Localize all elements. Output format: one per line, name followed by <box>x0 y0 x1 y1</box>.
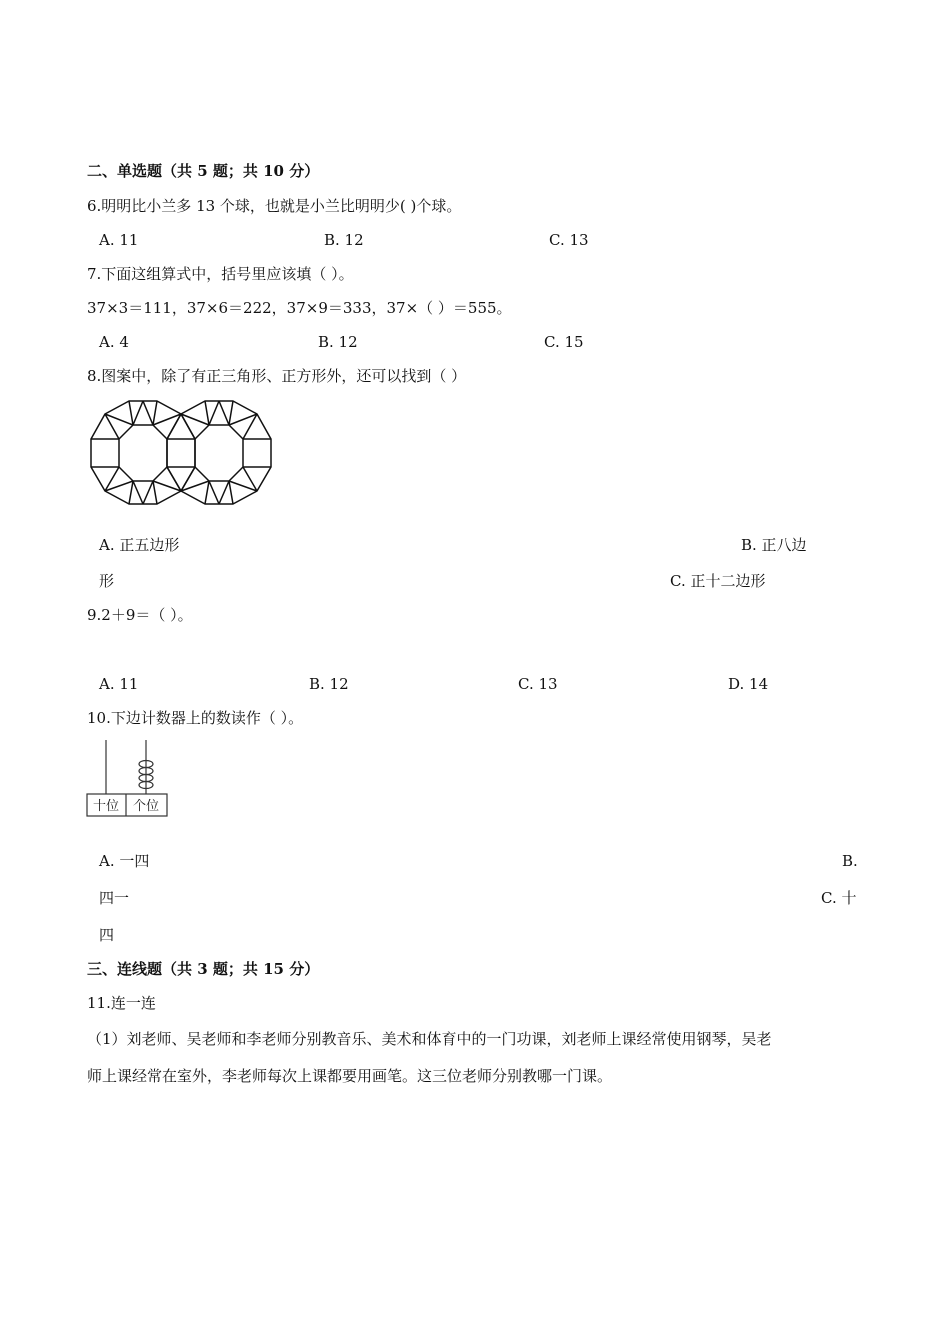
q10-option-b-wrap: 四一 <box>99 889 130 907</box>
question-6-text: 6.明明比小兰多 13 个球，也就是小兰比明明少( )个球。 <box>87 197 462 215</box>
question-7-text: 7.下面这组算式中，括号里应该填（ ）。 <box>87 265 354 283</box>
question-9-text: 9.2＋9＝（ ）。 <box>87 606 193 624</box>
question-11-title: 11.连一连 <box>87 994 156 1012</box>
question-8-text: 8.图案中，除了有正三角形、正方形外，还可以找到（ ） <box>87 367 467 385</box>
section-heading-3: 三、连线题（共 3 题；共 15 分） <box>87 960 320 978</box>
q9-option-d[interactable]: D. 14 <box>728 675 769 693</box>
q9-option-a[interactable]: A. 11 <box>99 675 139 693</box>
q7-option-b[interactable]: B. 12 <box>318 333 358 351</box>
q10-option-c-wrap: 四 <box>99 926 115 944</box>
q8-option-b-wrap: 形 <box>99 572 115 590</box>
ones-label: 个位 <box>132 799 160 814</box>
question-11-line2: 师上课经常在室外，李老师每次上课都要用画笔。这三位老师分别教哪一门课。 <box>87 1067 613 1085</box>
q9-option-b[interactable]: B. 12 <box>309 675 349 693</box>
q8-option-b[interactable]: B. 正八边 <box>741 536 807 554</box>
q6-option-b[interactable]: B. 12 <box>324 231 364 249</box>
q10-option-b[interactable]: B. <box>842 852 858 870</box>
section-heading: 二、单选题（共 5 题；共 10 分） <box>87 162 320 180</box>
q8-option-c[interactable]: C. 正十二边形 <box>670 572 766 590</box>
abacus-figure <box>86 738 168 818</box>
q8-option-a[interactable]: A. 正五边形 <box>99 536 180 554</box>
q10-option-a[interactable]: A. 一四 <box>99 852 150 870</box>
q6-option-c[interactable]: C. 13 <box>549 231 589 249</box>
question-11-line1: （1）刘老师、吴老师和李老师分别教音乐、美术和体育中的一门功课，刘老师上课经常使用钢琴，吴老 <box>87 1030 772 1048</box>
q10-option-c[interactable]: C. 十 <box>821 889 857 907</box>
tiling-pattern-figure <box>89 399 273 505</box>
q6-option-a[interactable]: A. 11 <box>99 231 139 249</box>
question-10-text: 10.下边计数器上的数读作（ ）。 <box>87 709 304 727</box>
q7-option-c[interactable]: C. 15 <box>544 333 584 351</box>
tens-label: 十位 <box>92 799 120 814</box>
question-7-formula: 37×3＝111，37×6＝222，37×9＝333，37×（ ）＝555。 <box>87 299 512 317</box>
q9-option-c[interactable]: C. 13 <box>518 675 558 693</box>
q7-option-a[interactable]: A. 4 <box>99 333 129 351</box>
